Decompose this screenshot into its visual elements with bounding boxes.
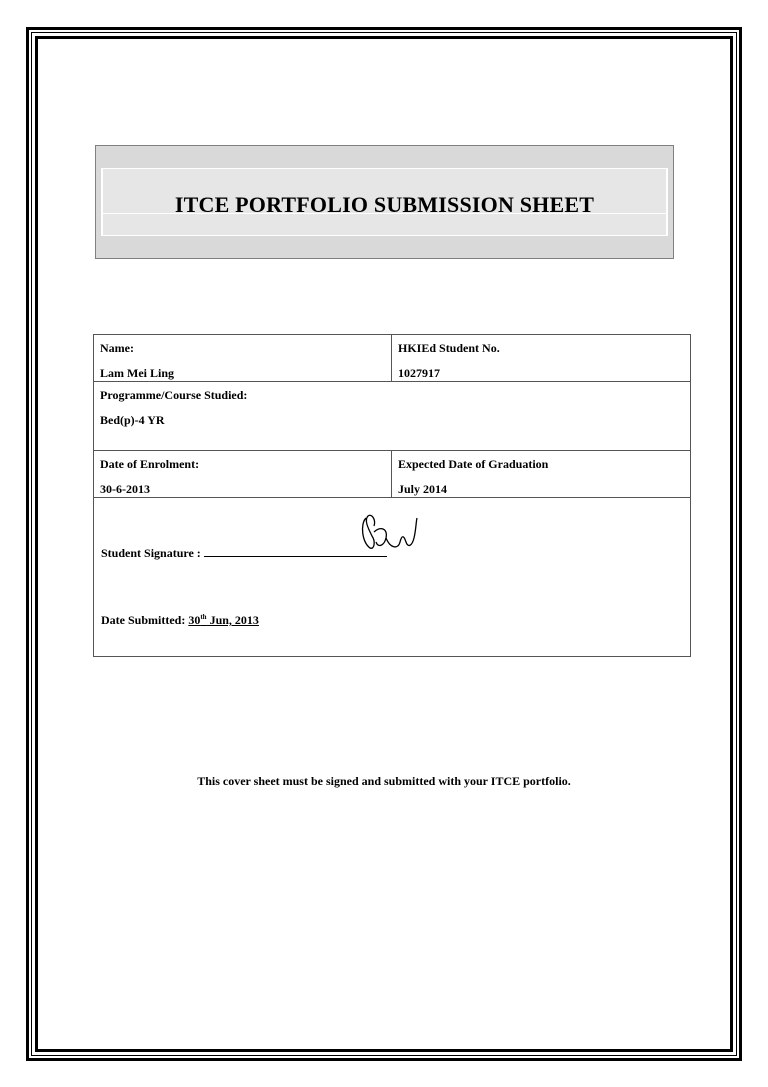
enrolment-label: Date of Enrolment: bbox=[100, 457, 200, 471]
title-band-rule-top bbox=[103, 168, 666, 169]
table-row bbox=[94, 498, 691, 657]
title-band-rule-bottom bbox=[103, 235, 666, 236]
signature-line bbox=[101, 545, 387, 561]
table-row bbox=[94, 335, 691, 382]
page-title: ITCE PORTFOLIO SUBMISSION SHEET bbox=[174, 192, 595, 217]
signature-label: Student Signature : bbox=[101, 546, 201, 560]
date-submitted-line bbox=[101, 613, 259, 628]
graduation-cell bbox=[392, 451, 691, 498]
graduation-value: July 2014 bbox=[398, 482, 448, 496]
name-value: Lam Mei Ling bbox=[100, 366, 174, 380]
student-info-table bbox=[93, 334, 691, 657]
student-no-value: 1027917 bbox=[398, 366, 440, 380]
programme-label: Programme/Course Studied: bbox=[100, 388, 248, 402]
date-submitted-label: Date Submitted: bbox=[101, 613, 186, 627]
table-row bbox=[94, 451, 691, 498]
enrolment-value: 30-6-2013 bbox=[100, 482, 150, 496]
graduation-label: Expected Date of Graduation bbox=[398, 457, 549, 471]
date-submitted-rest: Jun, 2013 bbox=[206, 613, 259, 627]
footer-note: This cover sheet must be signed and submitted with your ITCE portfolio. bbox=[197, 774, 571, 788]
student-no-cell bbox=[392, 335, 691, 382]
programme-cell bbox=[94, 382, 691, 451]
title-box bbox=[95, 145, 674, 259]
date-submitted-suffix: th bbox=[200, 613, 207, 621]
date-submitted-day: 30 bbox=[188, 613, 201, 627]
student-no-label: HKIEd Student No. bbox=[398, 341, 500, 355]
name-label: Name: bbox=[100, 341, 134, 355]
date-submitted-value bbox=[188, 613, 259, 627]
signature-cell bbox=[94, 498, 691, 657]
enrolment-cell bbox=[94, 451, 392, 498]
handwritten-signature bbox=[356, 512, 426, 556]
name-cell bbox=[94, 335, 392, 382]
programme-value: Bed(p)-4 YR bbox=[100, 413, 165, 427]
table-row bbox=[94, 382, 691, 451]
